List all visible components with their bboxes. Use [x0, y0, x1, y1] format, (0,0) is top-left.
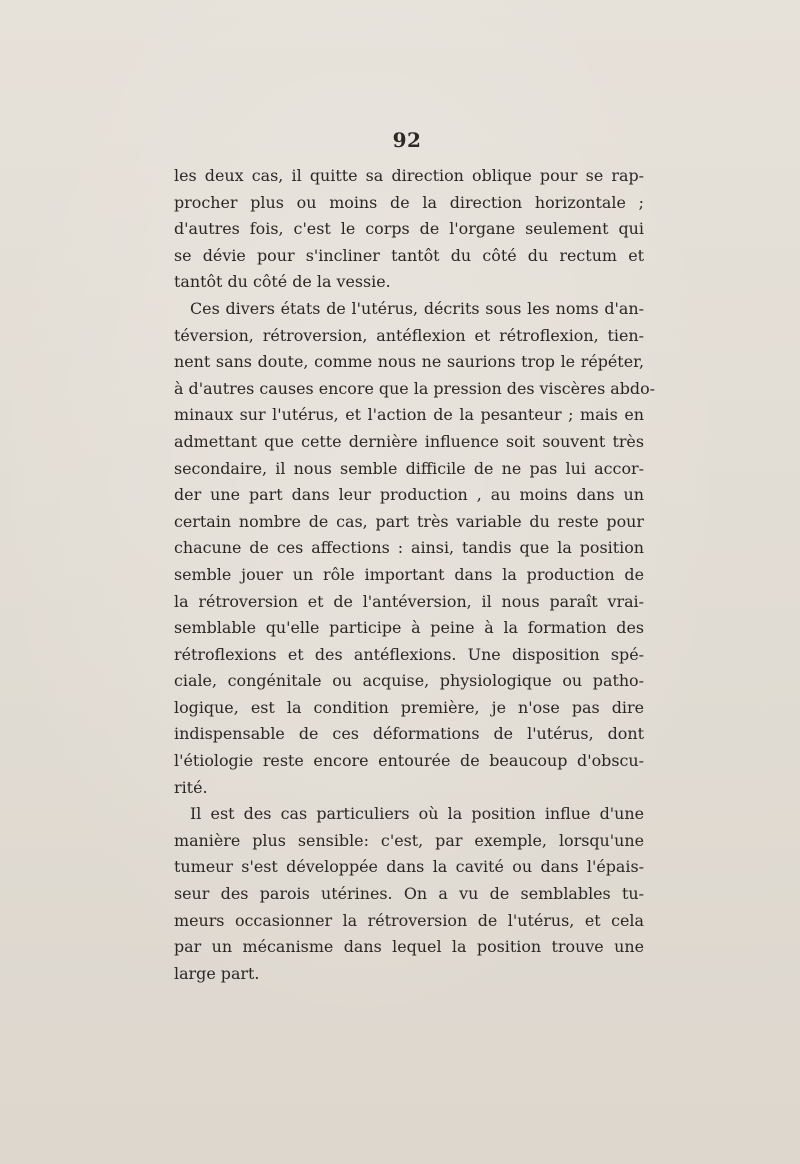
text-line: rétroflexions et des antéflexions. Une disposition spé-	[174, 644, 644, 664]
text-line: indispensable de ces déformations de l'utérus, dont	[174, 724, 644, 744]
text-line: la rétroversion et de l'antéversion, il nous paraît vrai-	[174, 591, 644, 611]
text-line: logique, est la condition première, je n'ose pas dire	[174, 697, 644, 717]
text-line: der une part dans leur production , au moins dans un	[174, 485, 644, 505]
text-line: par un mécanisme dans lequel la position trouve une	[174, 937, 644, 957]
text-line: certain nombre de cas, part très variable du reste pour	[174, 511, 644, 531]
text-line: à d'autres causes encore que la pression des viscères abdo-	[174, 378, 656, 398]
text-line: se dévie pour s'incliner tantôt du côté du rectum et	[174, 245, 644, 265]
text-line: téversion, rétroversion, antéflexion et rétroflexion, tien-	[174, 325, 644, 345]
body-text	[174, 163, 656, 987]
text-line: minaux sur l'utérus, et l'action de la pesanteur ; mais en	[174, 405, 644, 425]
text-line: secondaire, il nous semble difficile de ne pas lui accor-	[174, 458, 644, 478]
text-line: large part.	[174, 963, 260, 983]
text-line: meurs occasionner la rétroversion de l'utérus, et cela	[174, 910, 644, 930]
text-line: semblable qu'elle participe à peine à la formation des	[174, 618, 644, 638]
page-number: 92	[392, 128, 422, 152]
text-line: semble jouer un rôle important dans la production de	[174, 564, 644, 584]
text-line: ciale, congénitale ou acquise, physiologique ou patho-	[174, 671, 644, 691]
paragraph	[174, 296, 656, 801]
paragraph	[174, 801, 644, 987]
text-line: seur des parois utérines. On a vu de semblables tu-	[174, 884, 644, 904]
text-line: nent sans doute, comme nous ne saurions trop le répéter,	[174, 352, 644, 372]
text-line: tumeur s'est développée dans la cavité ou dans l'épais-	[174, 857, 644, 877]
text-line: rité.	[174, 777, 208, 797]
text-line: admettant que cette dernière influence soit souvent très	[174, 431, 644, 451]
text-line: Il est des cas particuliers où la position influe d'une	[190, 804, 644, 824]
text-line: chacune de ces affections : ainsi, tandis que la position	[174, 538, 644, 558]
text-line: Ces divers états de l'utérus, décrits sous les noms d'an-	[190, 298, 644, 318]
text-line: tantôt du côté de la vessie.	[174, 272, 391, 292]
text-line: d'autres fois, c'est le corps de l'organe seulement qui	[174, 219, 644, 239]
text-line: manière plus sensible: c'est, par exemple, lorsqu'une	[174, 830, 644, 850]
text-line: procher plus ou moins de la direction horizontale ;	[174, 192, 644, 212]
text-line: l'étiologie reste encore entourée de beaucoup d'obscu-	[174, 751, 644, 771]
paragraph	[174, 163, 644, 296]
text-line: les deux cas, il quitte sa direction oblique pour se rap-	[174, 166, 644, 185]
